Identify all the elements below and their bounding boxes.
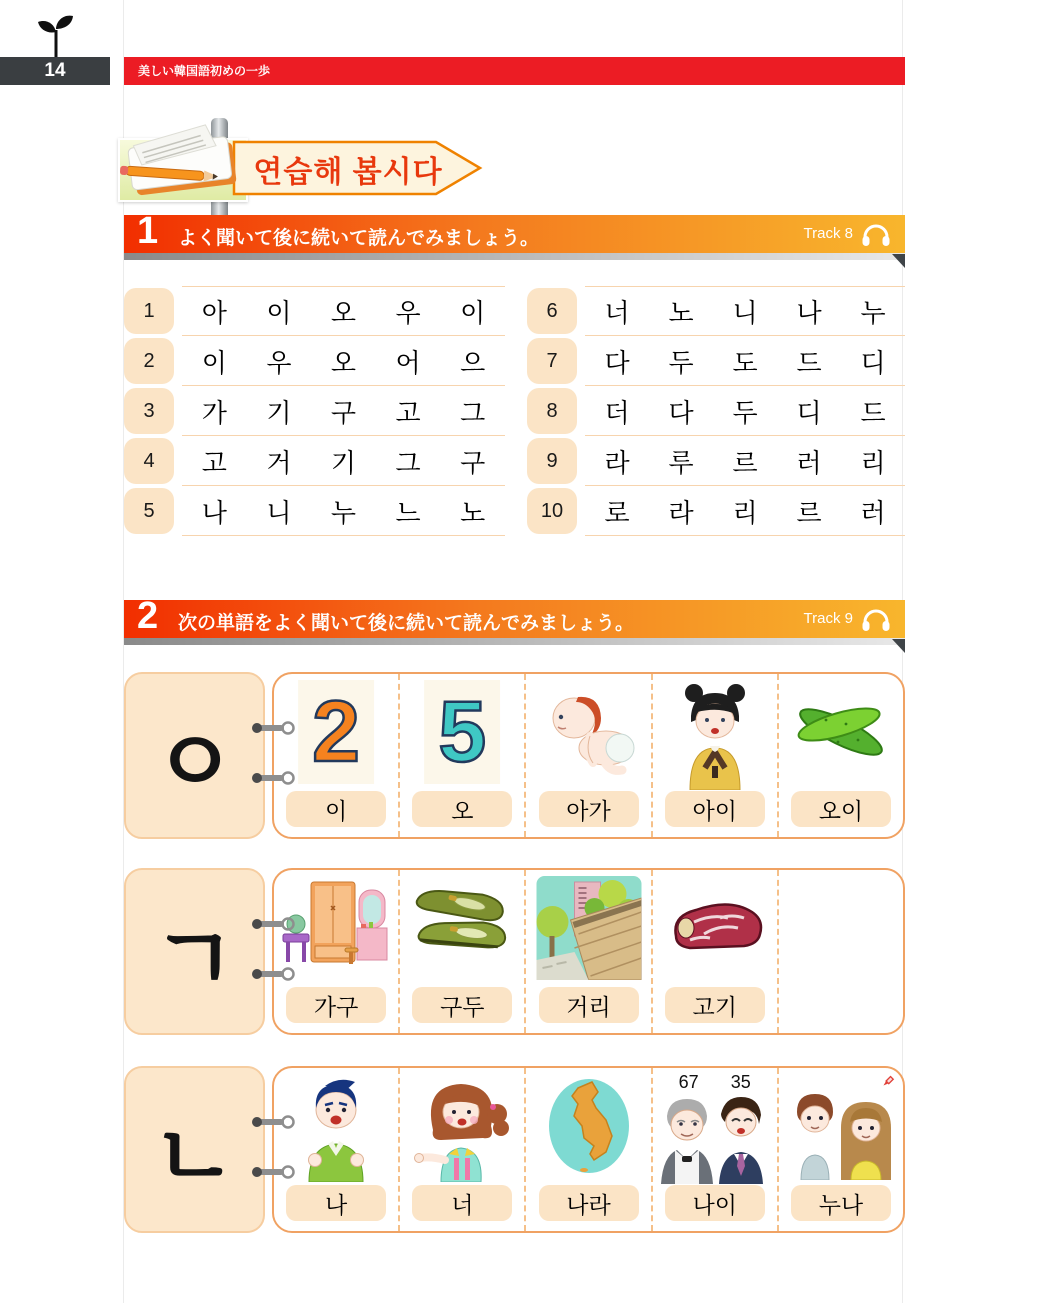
syllable: 나: [796, 298, 822, 329]
drill-row-number: 9: [527, 438, 577, 484]
drill-row: [527, 386, 905, 436]
section-2-number: 2: [137, 595, 159, 637]
age-numbers: [653, 1072, 777, 1093]
word-label: 나: [286, 1185, 386, 1221]
section-2-corner-fold: [892, 639, 905, 653]
word-cell: [526, 674, 652, 837]
red-pencil-icon: [879, 1073, 895, 1094]
drill-row-number: 7: [527, 338, 577, 384]
drill-row-number: 2: [124, 338, 174, 384]
numeral-two-illustration: 2: [298, 680, 374, 784]
syllable: 리: [860, 448, 886, 479]
crawling-baby-illustration: [534, 680, 644, 789]
drill-row: [527, 286, 905, 336]
syllable: 구: [460, 448, 486, 479]
drill-row: [527, 436, 905, 486]
word-cell: [400, 870, 526, 1033]
word-cell: [274, 674, 400, 837]
syllable: 이: [266, 298, 292, 329]
drill-row: [124, 286, 505, 336]
syllable: 노: [668, 298, 694, 329]
syllable: 라: [604, 448, 630, 479]
book-header-bar: 美しい韓国語初めの一歩: [124, 57, 905, 85]
syllable: 누: [330, 498, 357, 529]
drill-row: [124, 436, 505, 486]
headphones-icon: [861, 607, 891, 638]
word-card-strip: [272, 868, 905, 1035]
syllable: 느: [395, 498, 421, 529]
syllable: 디: [796, 398, 822, 429]
word-label: 아가: [539, 791, 639, 827]
drill-row: [527, 336, 905, 386]
word-label: 거리: [539, 987, 639, 1023]
syllable: 그: [460, 398, 486, 429]
syllable: 드: [860, 398, 886, 429]
syllable: 르: [732, 448, 758, 479]
syllable: 가: [201, 398, 227, 429]
drill-row: [527, 486, 905, 536]
word-label: 고기: [665, 987, 765, 1023]
syllable: 러: [796, 448, 822, 479]
dress-shoes-illustration: [407, 876, 517, 985]
syllable: 우: [395, 298, 421, 329]
brother-and-older-sister-illustration: [781, 1084, 901, 1185]
cucumbers-illustration: [786, 680, 896, 785]
syllable: 니: [732, 298, 758, 329]
syllable: 노: [460, 498, 486, 529]
section-2-instruction: 次の単語をよく聞いて後に続いて読んでみましょう。: [178, 613, 635, 634]
syllable: 다: [604, 348, 630, 379]
drill-row-number: 1: [124, 288, 174, 334]
headphones-icon: [861, 222, 891, 253]
consonant-card: ㅇ: [124, 672, 265, 839]
drill-row-number: 10: [527, 488, 577, 534]
word-card-strip: [272, 672, 905, 839]
syllable: 다: [668, 398, 694, 429]
syllable: 으: [460, 348, 486, 379]
syllable: 고: [395, 398, 421, 429]
word-card-strip: [272, 1066, 905, 1233]
word-cell: [274, 1068, 400, 1231]
drill-row: [124, 386, 505, 436]
age-value: 67: [678, 1072, 699, 1092]
korea-map-illustration: [534, 1074, 644, 1187]
syllable: 니: [266, 498, 292, 529]
syllable: 아: [201, 298, 227, 329]
syllable: 거: [266, 448, 292, 479]
page-number: 14: [0, 57, 110, 85]
word-cell: [779, 1068, 903, 1231]
word-label: 아이: [665, 791, 765, 827]
syllable: 어: [395, 348, 421, 379]
section-1-instruction: よく聞いて後に続いて読んでみましょう。: [178, 228, 540, 249]
syllable: 기: [266, 398, 292, 429]
word-label: 오이: [791, 791, 891, 827]
word-row-nieun: [124, 1066, 905, 1233]
drill-row-number: 4: [124, 438, 174, 484]
syllable: 고: [201, 448, 227, 479]
section-1-bar: [124, 210, 905, 253]
section-1-corner-fold: [892, 254, 905, 268]
word-row-giyeok: [124, 868, 905, 1035]
drill-row-number: 8: [527, 388, 577, 434]
word-label: 누나: [791, 1185, 891, 1221]
syllable: 르: [796, 498, 822, 529]
section-2-bar: [124, 595, 905, 638]
word-cell: [400, 674, 526, 837]
word-cell: [274, 870, 400, 1033]
binder-ring-icon: [250, 720, 298, 736]
syllable: 러: [860, 498, 886, 529]
word-cell: [526, 1068, 652, 1231]
numeral-five-illustration: 5: [424, 680, 500, 784]
syllable: 두: [732, 398, 758, 429]
section-2-shadow: [124, 638, 905, 645]
syllable: 나: [201, 498, 227, 529]
binder-ring-icon: [250, 1114, 298, 1130]
word-cell: [653, 870, 779, 1033]
syllable: 더: [604, 398, 630, 429]
syllable: 그: [395, 448, 421, 479]
syllable: 두: [668, 348, 694, 379]
syllable: 라: [668, 498, 694, 529]
drill-row: [124, 486, 505, 536]
syllable: 누: [860, 298, 886, 329]
lesson-banner-title: 연습해 봅시다: [253, 156, 443, 189]
street-scene-illustration: [536, 876, 641, 985]
word-label: 구두: [412, 987, 512, 1023]
syllable: 드: [796, 348, 822, 379]
age-value: 35: [730, 1072, 751, 1092]
word-label: 나이: [665, 1185, 765, 1221]
notebook-pencil-icon: [112, 114, 252, 213]
syllable: 오: [330, 348, 357, 379]
syllable: 오: [330, 298, 357, 329]
syllable: 도: [732, 348, 758, 379]
consonant-card: ㄴ: [124, 1066, 265, 1233]
word-label: 너: [412, 1185, 512, 1221]
binder-ring-icon: [250, 966, 298, 982]
syllable: 구: [330, 398, 357, 429]
syllable: 이: [201, 348, 227, 379]
word-label: 가구: [286, 987, 386, 1023]
syllable: 리: [732, 498, 758, 529]
drill-table-left: [124, 286, 505, 536]
word-label: 이: [286, 791, 386, 827]
old-and-young-man-illustration: [655, 1094, 775, 1189]
drill-table-right: [527, 286, 905, 536]
word-cell: [526, 870, 652, 1033]
section-2-track-label: Track 9: [803, 610, 853, 627]
syllable: 기: [330, 448, 357, 479]
word-label: 오: [412, 791, 512, 827]
word-cell: [400, 1068, 526, 1231]
binder-ring-icon: [250, 1164, 298, 1180]
word-label: 나라: [539, 1185, 639, 1221]
syllable: 로: [604, 498, 630, 529]
girl-pointing-illustration: [407, 1074, 517, 1187]
syllable: 너: [604, 298, 630, 329]
word-cell: [653, 674, 779, 837]
drill-row: [124, 336, 505, 386]
meat-illustration: [660, 890, 770, 975]
sprout-icon: [36, 12, 76, 63]
word-cell-empty: [779, 870, 903, 1033]
syllable: 이: [460, 298, 486, 329]
syllable: 루: [668, 448, 694, 479]
binder-ring-icon: [250, 770, 298, 786]
section-1-number: 1: [137, 210, 159, 252]
drill-row-number: 3: [124, 388, 174, 434]
syllable: 우: [266, 348, 292, 379]
section-1-track-label: Track 8: [803, 225, 853, 242]
section-1-shadow: [124, 253, 905, 260]
child-in-hanbok-illustration: [660, 680, 770, 795]
word-cell: [653, 1068, 779, 1231]
consonant-card: ㄱ: [124, 868, 265, 1035]
word-cell: [779, 674, 903, 837]
drill-row-number: 6: [527, 288, 577, 334]
word-row-ieung: [124, 672, 905, 839]
syllable: 디: [860, 348, 886, 379]
binder-ring-icon: [250, 916, 298, 932]
drill-row-number: 5: [124, 488, 174, 534]
